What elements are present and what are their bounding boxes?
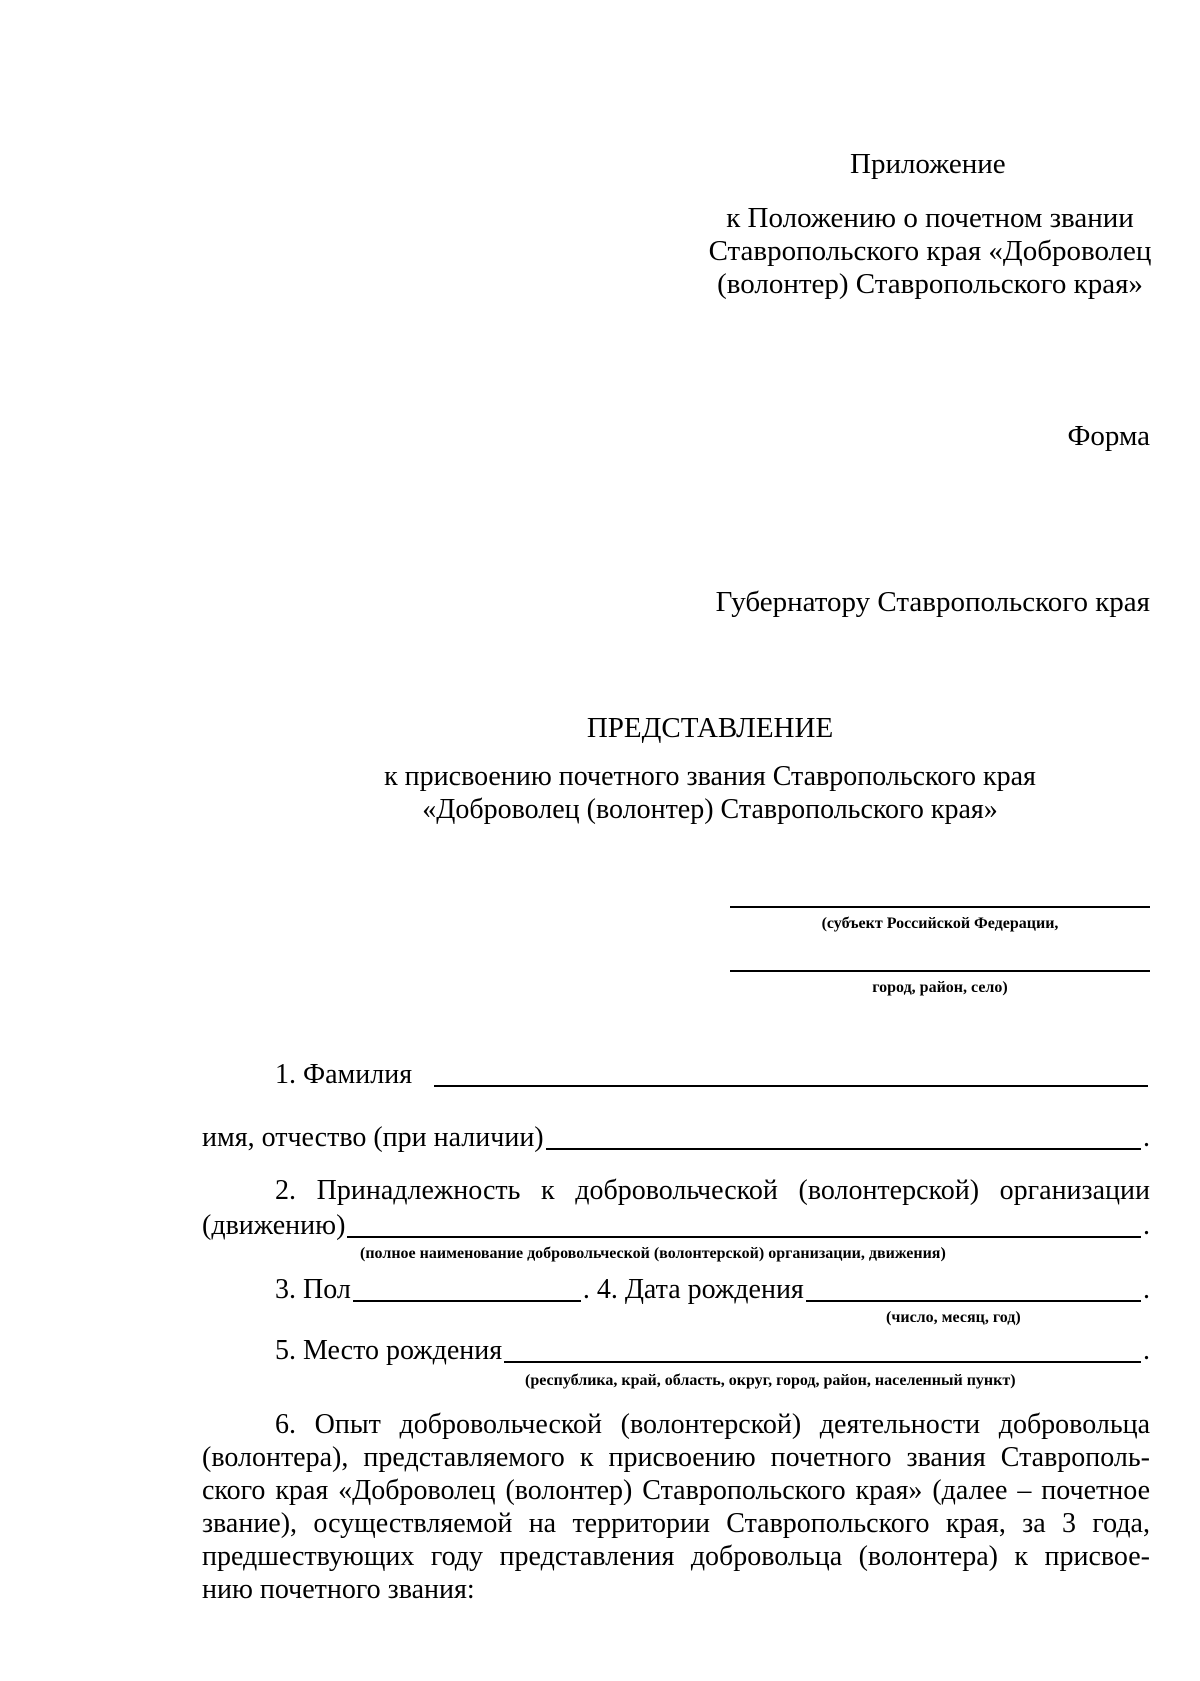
birthplace-caption: (республика, край, область, округ, город, район, населенный пункт) xyxy=(525,1372,1016,1389)
organization-input-line[interactable] xyxy=(347,1210,1141,1238)
document-subtitle xyxy=(330,760,1090,826)
appendix-reference xyxy=(690,202,1170,301)
birthdate-caption: (число, месяц, год) xyxy=(886,1309,1021,1326)
document-title: ПРЕДСТАВЛЕНИЕ xyxy=(586,712,834,744)
experience-line: нию почетного звания: xyxy=(202,1574,475,1605)
birthplace-period: . xyxy=(1143,1335,1150,1366)
birthdate-period: . xyxy=(1143,1274,1150,1305)
name-period: . xyxy=(1143,1122,1150,1153)
appendix-label: Приложение xyxy=(850,148,1006,180)
gender-input-line[interactable] xyxy=(353,1274,581,1302)
appendix-ref-line: к Положению о почетном звании xyxy=(726,202,1134,234)
city-field-line[interactable] xyxy=(730,970,1150,972)
organization-period: . xyxy=(1143,1210,1150,1241)
subject-field-line[interactable] xyxy=(730,906,1150,908)
experience-line: 6. Опыт добровольческой (волонтерской) деятельности добровольца xyxy=(275,1409,1150,1440)
subject-field-caption: (субъект Российской Федерации, xyxy=(821,915,1059,932)
appendix-ref-line: Ставропольского края «Доброволец xyxy=(708,235,1152,267)
appendix-ref-line: (волонтер) Ставропольского края» xyxy=(717,268,1143,300)
birthdate-label: . 4. Дата рождения xyxy=(582,1274,804,1305)
surname-input-line[interactable] xyxy=(434,1059,1148,1087)
birthplace-row xyxy=(275,1334,1150,1367)
gender-birthdate-row xyxy=(275,1273,1150,1306)
organization-line: 2. Принадлежность к добровольческой (волонтерской) организации xyxy=(275,1175,1150,1206)
surname-row xyxy=(275,1058,1150,1091)
experience-line: предшествующих году представления добровольца (волонтера) к присвое- xyxy=(202,1541,1150,1572)
experience-line: ского края «Доброволец (волонтер) Ставропольского края» (далее – почетное xyxy=(202,1475,1150,1506)
subtitle-line: к присвоению почетного звания Ставропольского края xyxy=(384,761,1036,792)
experience-paragraph xyxy=(202,1408,1150,1606)
form-label: Форма xyxy=(1067,420,1150,452)
name-label: имя, отчество (при наличии) xyxy=(202,1122,544,1153)
organization-caption: (полное наименование добровольческой (волонтерской) организации, движения) xyxy=(360,1245,946,1262)
addressee: Губернатору Ставропольского края xyxy=(715,586,1150,618)
experience-line: (волонтера), представляемого к присвоению почетного звания Ставрополь- xyxy=(202,1442,1150,1473)
experience-line: звание), осуществляемой на территории Ставропольского края, за 3 года, xyxy=(202,1508,1150,1539)
organization-label: (движению) xyxy=(202,1210,346,1241)
birthplace-input-line[interactable] xyxy=(504,1335,1141,1363)
city-field-caption: город, район, село) xyxy=(872,979,1008,996)
name-row xyxy=(202,1121,1150,1154)
name-input-line[interactable] xyxy=(546,1122,1141,1150)
birthplace-label: 5. Место рождения xyxy=(275,1335,503,1366)
surname-label: 1. Фамилия xyxy=(275,1059,413,1090)
birthdate-input-line[interactable] xyxy=(806,1274,1141,1302)
gender-label: 3. Пол xyxy=(275,1274,351,1305)
organization-row xyxy=(202,1209,1150,1242)
subtitle-line: «Доброволец (волонтер) Ставропольского края» xyxy=(422,794,998,825)
